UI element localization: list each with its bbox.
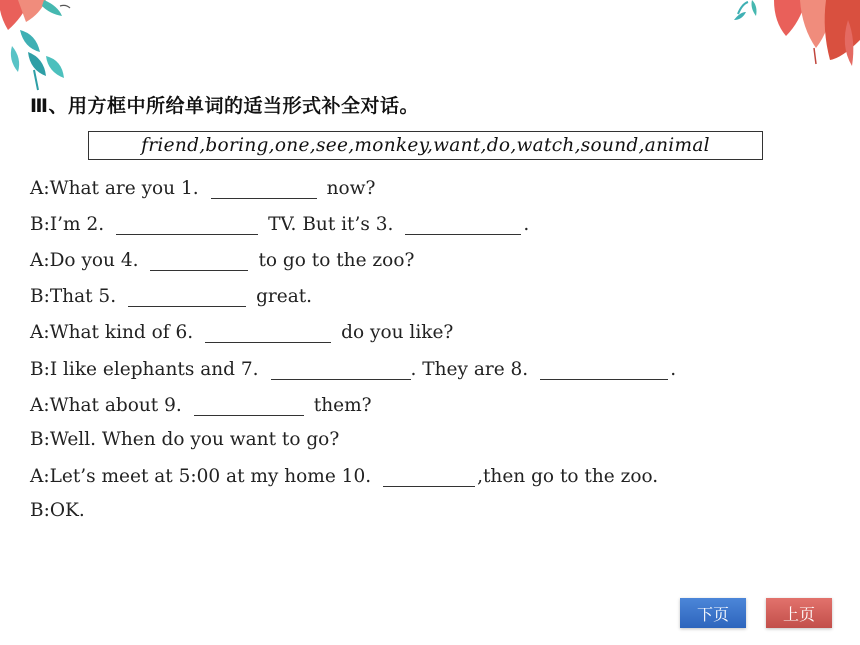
dialogue-line-3 [30,248,414,271]
dialogue-line-6 [30,357,676,380]
next-page-button[interactable]: 下页 [680,598,746,628]
answer-blank-2[interactable] [116,212,258,235]
answer-blank-5[interactable] [128,284,246,307]
word-bank-box: friend,boring,one,see,monkey,want,do,watch,sound,animal [88,131,763,160]
dialogue-text: ,then go to the zoo. [477,466,659,487]
dialogue-text: . [523,214,530,235]
dialogue-line-8 [30,429,339,450]
dialogue-line-10 [30,500,85,521]
answer-blank-7[interactable] [271,357,411,380]
answer-blank-4[interactable] [150,248,248,271]
dialogue-text: A:Let’s meet at 5:00 at my home 10. [30,466,372,487]
dialogue-text: TV. But it’s 3. [268,214,394,235]
dialogue-line-5 [30,320,453,343]
leaf-decoration-right [730,0,860,70]
dialogue-text: A:Do you 4. [30,250,139,271]
dialogue-text: to go to the zoo? [258,250,415,271]
dialogue-line-2 [30,212,529,235]
dialogue-text: A:What are you 1. [30,178,199,199]
dialogue-text: great. [256,286,313,307]
dialogue-line-9 [30,464,658,487]
answer-blank-8[interactable] [540,357,668,380]
answer-blank-1[interactable] [211,176,317,199]
dialogue-text: B:That 5. [30,286,117,307]
answer-blank-9[interactable] [194,393,304,416]
dialogue-text: them? [313,395,372,416]
prev-page-button[interactable]: 上页 [766,598,832,628]
answer-blank-6[interactable] [205,320,331,343]
leaf-decoration-left [0,0,90,95]
dialogue-line-4 [30,284,312,307]
dialogue-line-7 [30,393,372,416]
dialogue-text: do you like? [341,322,454,343]
dialogue-text: A:What about 9. [30,395,182,416]
answer-blank-3[interactable] [405,212,521,235]
dialogue-line-1 [30,176,375,199]
dialogue-text: . [670,359,677,380]
dialogue-text: . They are 8. [410,359,529,380]
dialogue-text: now? [326,178,376,199]
exercise-heading: Ⅲ、用方框中所给单词的适当形式补全对话。 [30,95,419,117]
dialogue-text: B:I’m 2. [30,214,105,235]
dialogue-text: B:I like elephants and 7. [30,359,259,380]
answer-blank-10[interactable] [383,464,475,487]
dialogue-text: A:What kind of 6. [30,322,194,343]
dialogue-text: B:Well. When do you want to go? [30,429,340,450]
dialogue-text: B:OK. [30,500,85,521]
